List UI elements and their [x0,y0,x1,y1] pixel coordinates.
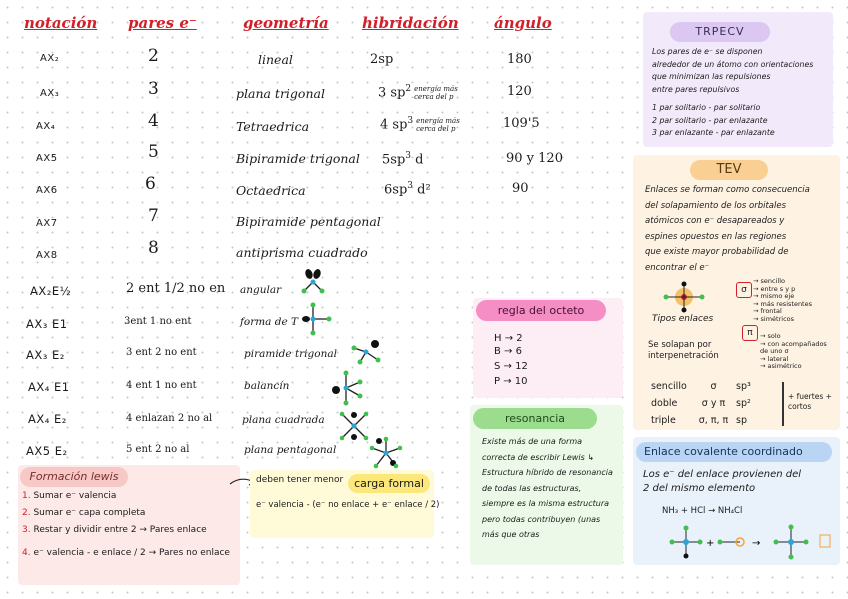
notation-cell: AX₃ E₂ [26,348,65,362]
geometry-cell: angular [240,284,282,296]
pairs-cell: 3ent 1 no ent [124,316,192,327]
geometry-cell: forma de T [240,316,299,328]
formal-note: deben tener menor [256,475,344,485]
angle-cell: 109'5 [503,116,540,131]
hybrid-cell: $5sp^3$ d [382,151,424,168]
pi-bond-badge: π [742,325,758,341]
notation-cell: AX6 [36,185,58,196]
brace-note: + fuertes + cortos [788,392,832,411]
octet-item: S → 12 [494,361,528,372]
geometry-cell: Octaedrica [236,183,306,198]
geometry-cell: piramide trigonal [244,348,337,360]
hybrid-cell: $6sp^3$ d² [384,181,431,198]
ammonium-formation-icon [660,520,832,564]
pairs-cell: 8 [148,238,159,258]
pairs-cell: 7 [148,206,159,226]
trpecv-title: TRPECV [670,22,770,42]
octet-item: P → 10 [494,376,528,387]
geometry-cell: Tetraedrica [236,119,310,134]
lewis-step: 4. e⁻ valencia - e enlace / 2 → Pares no enlace [22,548,230,558]
notation-cell: AX₃ [40,88,60,99]
hybrid-cell: 4 $sp^3$ energía más cerca del p [380,116,460,133]
geometry-cell: plana cuadrada [242,414,325,426]
trigonal-pyramid-molecule-icon [350,338,384,366]
octet-item: H → 2 [494,333,523,344]
svg-text:→: → [752,538,761,549]
sigma-notes: → sencillo → entre s y p → mismo eje → más resistentes → frontal → simétricos [753,277,812,323]
lewis-step: 2. Sumar e⁻ capa completa [22,508,146,518]
lewis-step: 3. Restar y dividir entre 2 → Pares enlace [22,525,207,535]
seesaw-molecule-icon [330,370,364,406]
orbital-overlap-icon [660,280,708,314]
header-pares: pares e⁻ [128,14,197,32]
header-angulo: ángulo [494,14,552,32]
notation-cell: AX5 [36,153,58,164]
hybrid-cell: 2sp [370,52,394,67]
notation-cell: AX₂E½ [30,284,72,298]
geometry-cell: plana trigonal [236,86,325,101]
pairs-cell: 5 [148,142,159,162]
angle-cell: 90 y 120 [506,151,563,166]
header-notacion: notación [24,14,98,32]
resonance-text: Existe más de una forma correcta de escribir Lewis ↳ Estructura híbrido de resonancia de todas las estructuras, siempre es la misma estructura pero todas contribuyen (unas más que otras [482,437,613,539]
geometry-cell: antiprisma cuadrado [236,245,368,260]
notation-cell: AX8 [36,250,58,261]
notation-cell: AX₄ E₂ [28,412,67,426]
pairs-cell: 4 [148,111,159,131]
bond-types-label: Tipos enlaces [652,314,714,324]
formal-charge-title: carga formal [348,474,430,493]
geometry-cell: balancín [244,380,290,392]
t-shape-molecule-icon [300,302,332,336]
octet-title: regla del octeto [476,300,606,321]
notation-cell: AX5 E₂ [26,444,68,458]
notation-cell: AX7 [36,218,58,229]
notation-cell: AX₄ [36,121,56,132]
angular-molecule-icon [298,268,328,296]
pairs-cell: 2 [148,46,159,66]
pairs-cell: 3 [148,79,159,99]
formal-charge-equation: e⁻ valencia - (e⁻ no enlace + e⁻ enlace / 2) [256,500,440,510]
notation-cell: AX₄ E1 [28,380,70,394]
pairs-cell: 4 ent 1 no ent [126,380,197,391]
header-hibridacion: hibridación [362,14,459,32]
pi-notes: → solo → con acompañados de uno σ → lateral → asimétrico [760,332,827,370]
lewis-step: 1. Sumar e⁻ valencia [22,491,117,501]
angle-cell: 120 [507,84,532,99]
geometry-cell: Bipiramide trigonal [236,151,360,166]
tev-title: TEV [690,160,768,180]
header-geometria: geometría [243,14,329,32]
reaction-equation: NH₃ + HCl → NH₄Cl [662,506,743,516]
lewis-title: Formación lewis [20,467,128,487]
sigma-bond-badge: σ [736,282,752,298]
geometry-cell: Bipiramide pentagonal [236,214,381,229]
trpecv-text: Los pares de e⁻ se disponen alrededor de un átomo con orientaciones que minimizan las repulsiones entre pares repulsivos 1 par solitario - par solitario 2 par solitario - par enlazante 3 par enlazante - par enlazante [652,47,814,137]
coordinate-bond-title: Enlace covalente coordinado [636,442,832,462]
tev-text: Enlaces se forman como consecuencia del solapamiento de los orbitales atómicos con e⁻ desapareados y espines opuestos en las regiones que existe mayor probabilidad de encontrar el e⁻ [645,185,810,273]
angle-cell: 90 [512,181,529,196]
notation-cell: AX₃ E1 [26,317,68,331]
resonance-title: resonancia [473,408,597,429]
pairs-cell: 5 ent 2 no al [126,444,190,455]
geometry-cell: plana pentagonal [244,444,337,456]
coordinate-bond-text: Los e⁻ del enlace provienen del 2 del mismo elemento [643,469,802,494]
notation-cell: AX₂ [40,53,60,64]
angle-cell: 180 [507,52,532,67]
bond-table: sencillo σ sp³ doble σ y π sp² triple σ, π, π sp [651,381,751,426]
pairs-cell: 3 ent 2 no ent [126,347,197,358]
octet-item: B → 6 [494,346,522,357]
geometry-cell: lineal [258,52,293,67]
pentagonal-planar-molecule-icon [368,436,404,470]
svg-text:+: + [706,538,715,549]
square-planar-molecule-icon [338,410,370,442]
hybrid-cell: 3 $sp^2$ energía más cerca del p [378,84,458,101]
pairs-cell: 6 [145,174,156,194]
pairs-cell: 4 enlazan 2 no al [126,413,213,424]
pairs-cell: 2 ent 1/2 no en [126,281,226,296]
overlap-text: Se solapan por interpenetración [648,340,719,361]
brace-line [782,382,784,426]
